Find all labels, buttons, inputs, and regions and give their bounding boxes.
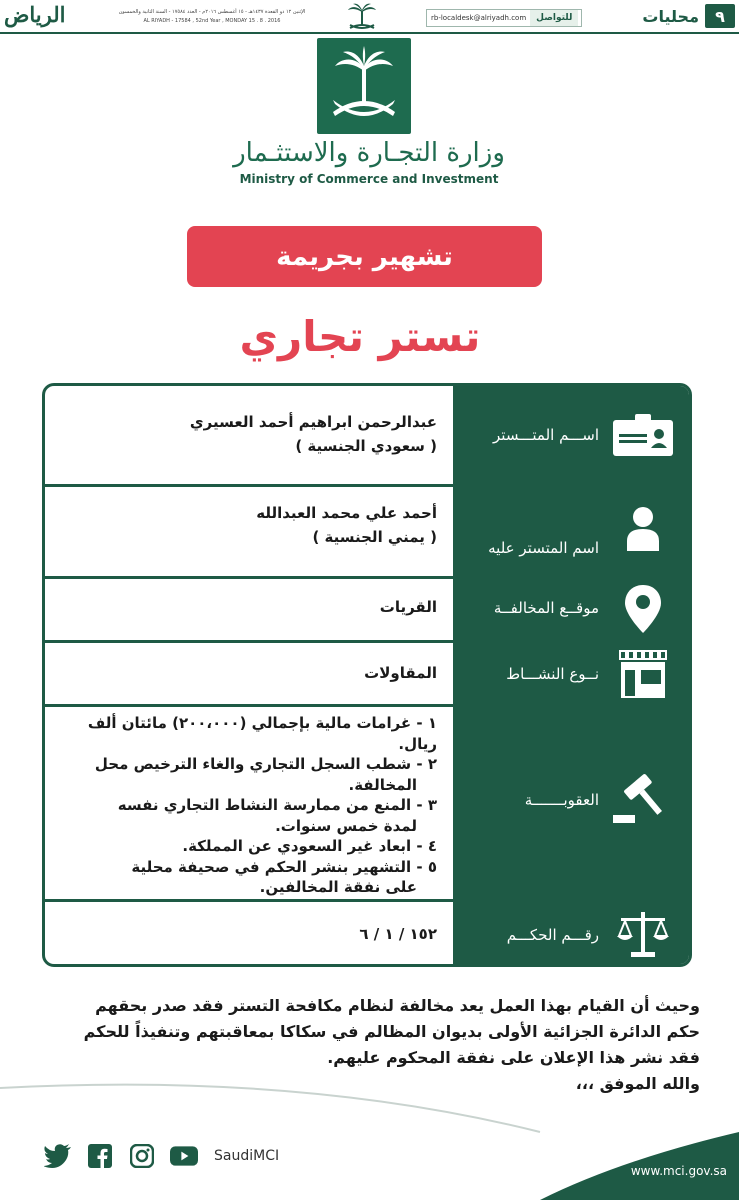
social-links xyxy=(44,1142,279,1170)
id-card-icon xyxy=(611,410,675,462)
closing-line: حكم الدائرة الجزائية الأولى بديوان المظالم في سكاكا بمعاقبتهم وتنفيذاً للحكم xyxy=(83,1022,700,1041)
closing-line: وحيث أن القيام بهذا العمل يعد مخالفة لنظام مكافحة التستر فقد صدر بحقهم xyxy=(95,996,700,1015)
row-label-cell xyxy=(453,386,689,484)
row-label-cell xyxy=(453,707,689,899)
row-concealed xyxy=(45,487,689,576)
penalty-line: على نفقة المخالفين. xyxy=(259,878,417,896)
concealer-label: اســـم المتـــستر xyxy=(493,426,599,444)
penalty-line: ٣ - المنع من ممارسة النشاط التجاري نفسه xyxy=(117,796,437,814)
penalty-label: العقوبـــــــة xyxy=(524,791,599,809)
concealer-name: عبدالرحمن ابراهيم أحمد العسيري xyxy=(189,413,437,431)
ministry-logo xyxy=(317,38,411,134)
concealed-nationality: ( يمني الجنسية ) xyxy=(312,528,437,546)
newspaper-logo: الرياض xyxy=(4,2,66,27)
row-value-cell xyxy=(45,902,453,967)
penalty-line: ١ - غرامات مالية بإجمالي (٢٠٠،٠٠٠) مائتان ألف ريال. xyxy=(87,714,437,753)
date-line-ar: الإثنين ١٢ ذو القعدة ١٤٣٧هـ - ١٥ أغسطس ٢٠١٦م - العدد ١٧٥٨٤ - السنة الثانية والخمسون xyxy=(118,9,306,15)
palm-emblem-icon xyxy=(344,1,380,31)
concealed-label: اسم المتستر عليه xyxy=(488,539,599,557)
crime-title: تستر تجاري xyxy=(239,312,481,361)
penalty-line: ٤ - ابعاد غير السعودي عن المملكة. xyxy=(182,837,437,855)
row-label-cell xyxy=(453,643,689,704)
penalty-line: المخالفة. xyxy=(348,775,417,794)
row-label-cell xyxy=(453,579,689,640)
location-pin-icon xyxy=(611,583,675,635)
announcement-banner: تشهير بجريمة xyxy=(187,226,542,287)
social-handle[interactable]: SaudiMCI xyxy=(214,1148,280,1164)
twitter-icon[interactable] xyxy=(44,1143,72,1169)
footer-wave xyxy=(0,1070,739,1200)
storefront-icon xyxy=(611,648,675,700)
row-value-cell xyxy=(45,487,453,576)
ministry-name-ar: وزارة التجـارة والاستثـمار xyxy=(233,138,505,168)
row-value-cell xyxy=(45,386,453,484)
scales-icon xyxy=(611,908,675,960)
instagram-icon[interactable] xyxy=(128,1143,156,1169)
facebook-icon[interactable] xyxy=(86,1143,114,1169)
penalty-line: ٢ - شطب السجل التجاري والغاء الترخيص محل xyxy=(94,755,437,773)
penalty-line: ٥ - التشهير بنشر الحكم في صحيفة محلية xyxy=(131,857,437,876)
row-value-cell xyxy=(45,643,453,704)
page-indicator xyxy=(635,3,735,29)
contact-box xyxy=(426,9,582,27)
newspaper-header xyxy=(0,0,739,34)
row-activity xyxy=(45,643,689,704)
person-icon xyxy=(611,503,675,555)
closing-line: فقد نشر هذا الإعلان على نفقة المحكوم عليهم. xyxy=(327,1048,700,1067)
ministry-name-en: Ministry of Commerce and Investment xyxy=(239,172,499,186)
section-name: محليات xyxy=(642,6,699,26)
case-details-table xyxy=(42,383,692,967)
row-location xyxy=(45,579,689,640)
concealer-nationality: ( سعودي الجنسية ) xyxy=(295,437,437,455)
location-value: القريات xyxy=(379,598,437,616)
closing-line: والله الموفق ،،، xyxy=(575,1074,700,1093)
activity-value: المقاولات xyxy=(364,664,437,682)
gavel-icon xyxy=(611,773,675,825)
concealed-name: أحمد علي محمد العبدالله xyxy=(256,504,437,522)
activity-label: نــوع النشـــاط xyxy=(506,665,599,683)
contact-label: للتواصل xyxy=(530,10,578,26)
row-concealer xyxy=(45,386,689,484)
row-value-cell xyxy=(45,707,453,899)
penalty-list xyxy=(51,713,437,898)
youtube-icon[interactable] xyxy=(170,1143,198,1169)
row-value-cell xyxy=(45,579,453,640)
row-verdict xyxy=(45,902,689,967)
row-label-cell xyxy=(453,902,689,967)
contact-email: rb-localdesk@alriyadh.com xyxy=(431,14,527,22)
verdict-value: ١٥٢ / ١ / ٦ xyxy=(359,925,437,943)
row-label-cell xyxy=(453,487,689,576)
row-penalty xyxy=(45,707,689,899)
website-link[interactable]: www.mci.gov.sa xyxy=(630,1164,727,1178)
date-line-en: AL RIYADH - 17584 , 52nd Year , MONDAY 15 . 8 . 2016 xyxy=(143,18,281,24)
page-number: ٩ xyxy=(705,4,735,28)
location-label: موقــع المخالفــة xyxy=(493,599,599,617)
date-line xyxy=(92,8,332,26)
penalty-line: لمدة خمس سنوات. xyxy=(275,816,417,835)
verdict-label: رقـــم الحكـــم xyxy=(506,926,599,944)
